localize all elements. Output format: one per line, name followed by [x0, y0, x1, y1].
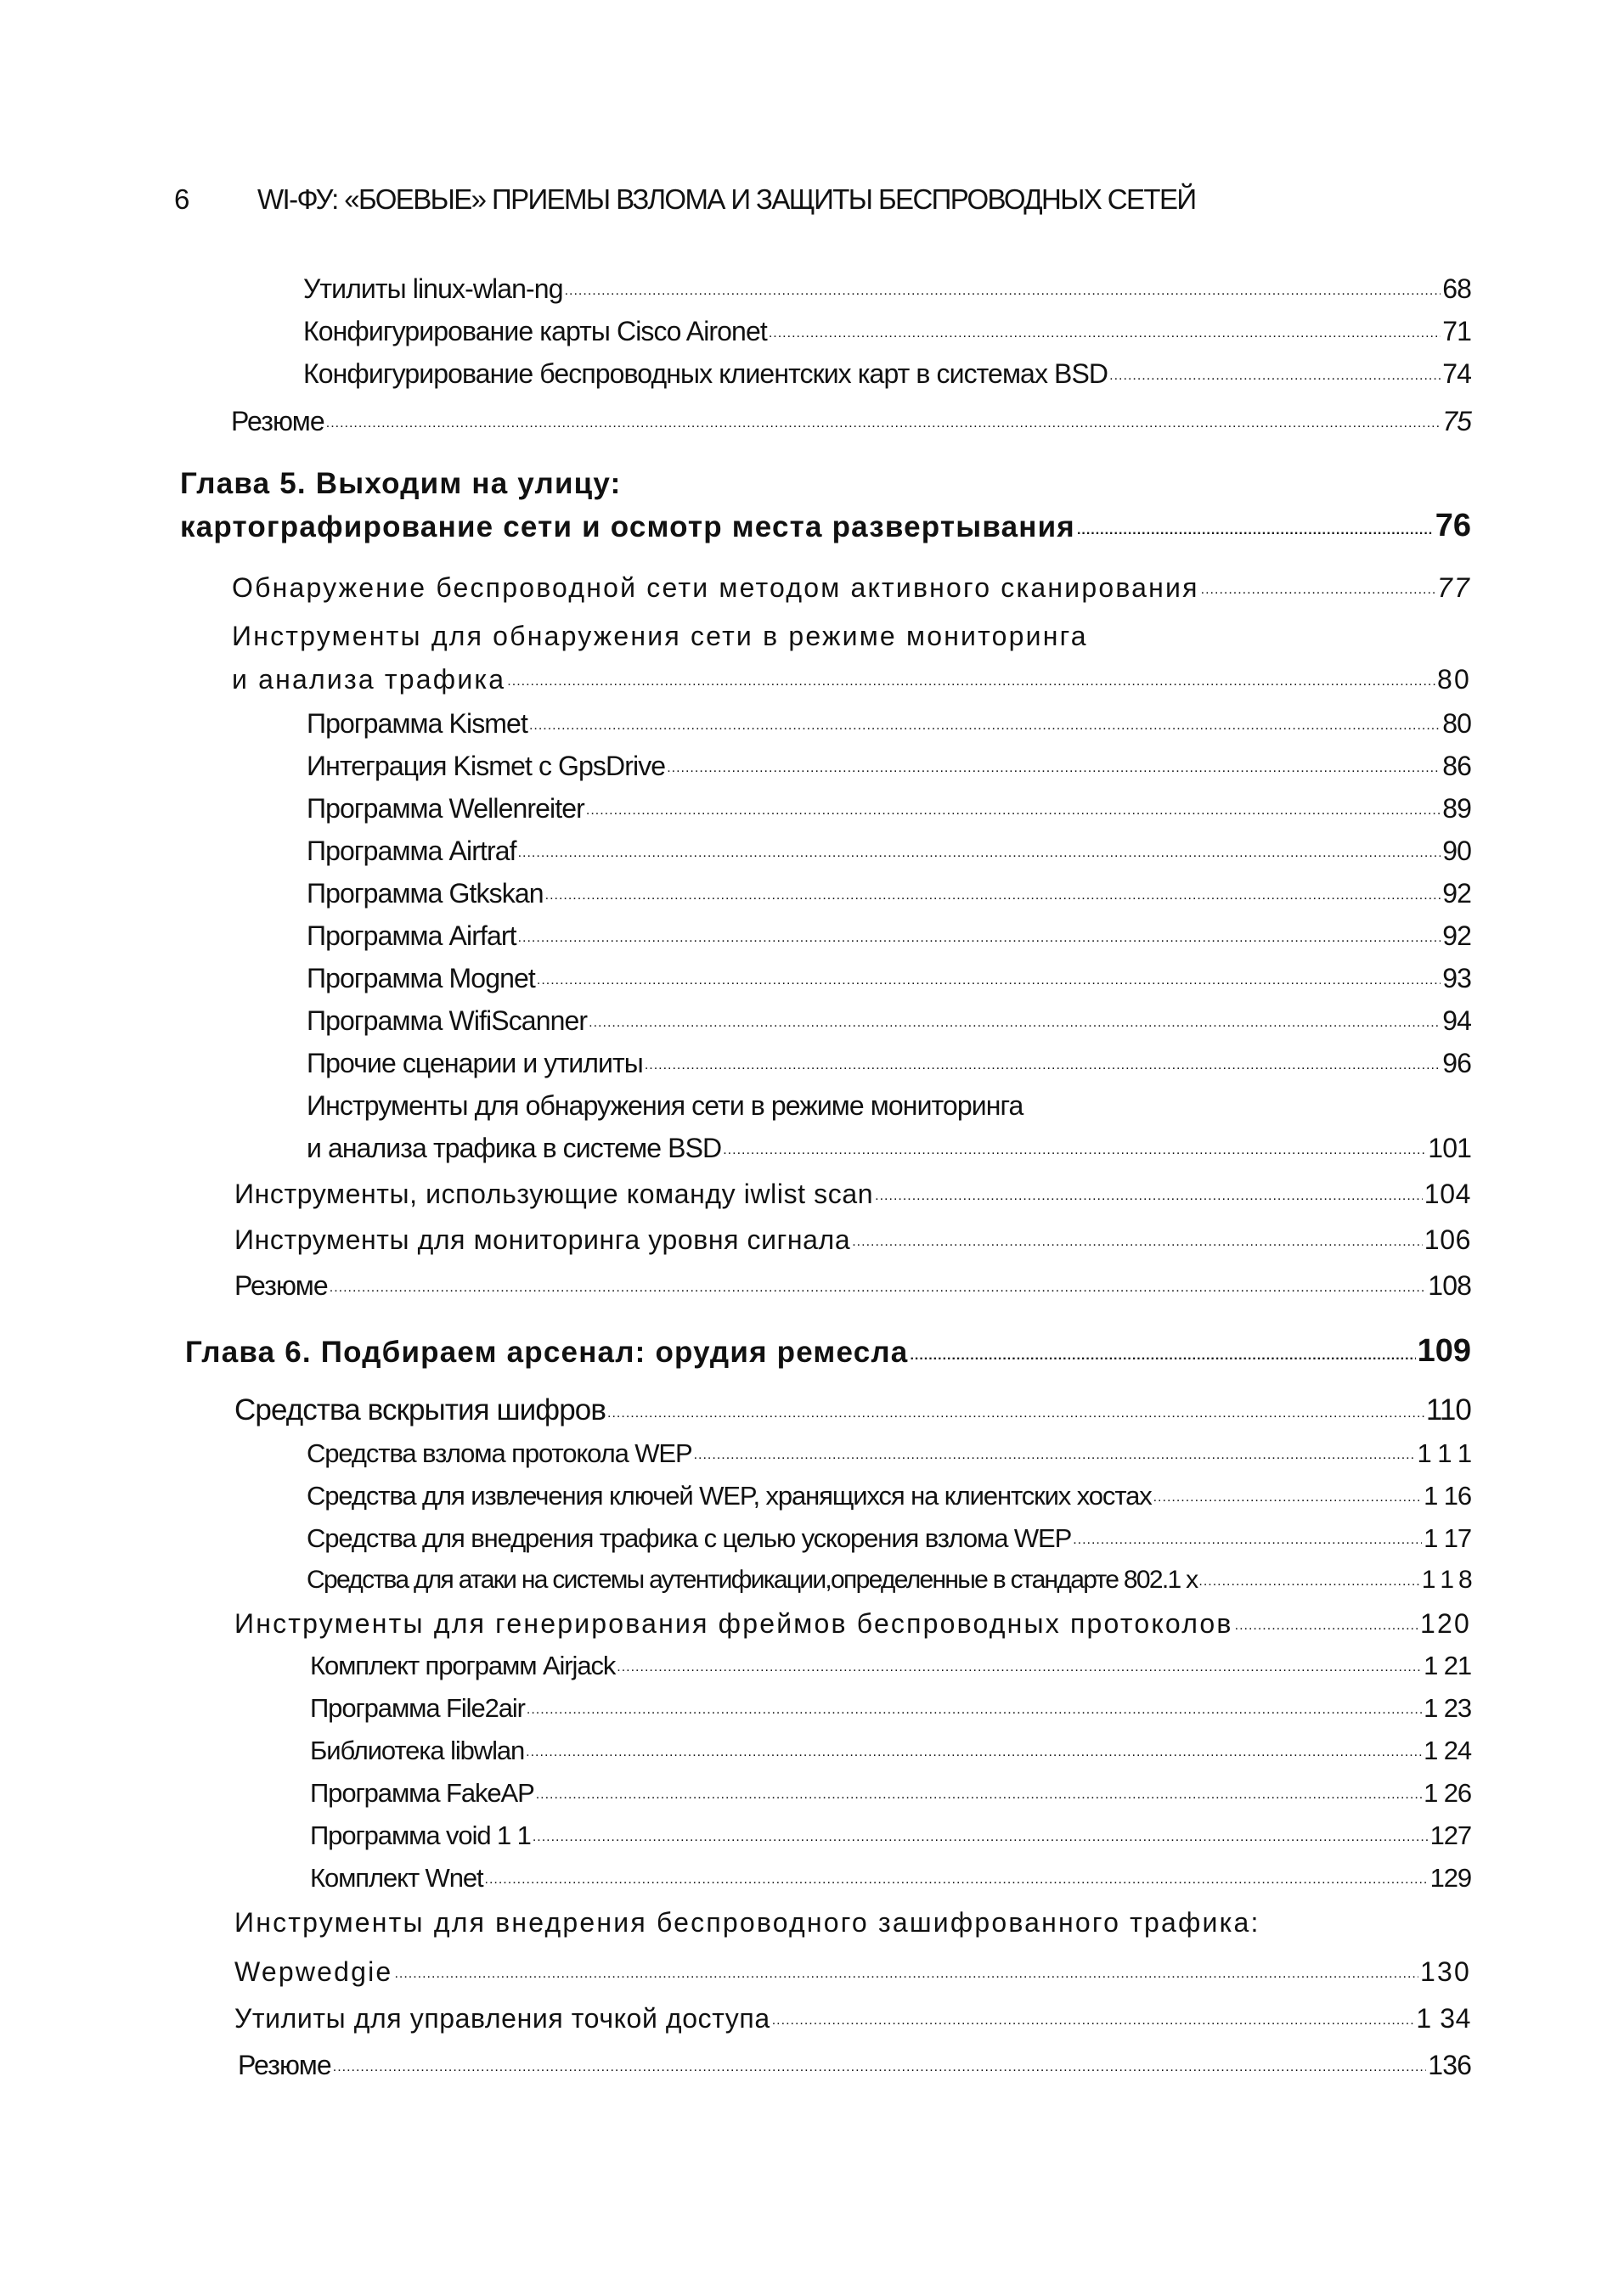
toc-section	[234, 1958, 1471, 1985]
toc-entry-label: Программа FakeAP	[310, 1778, 534, 1808]
toc-entry-page: 1 1 8	[1421, 1566, 1471, 1594]
toc-entry-page: 86	[1442, 751, 1471, 781]
toc-entry	[307, 1134, 1471, 1162]
toc-entry-page: 92	[1442, 878, 1471, 909]
toc-entry-page: 94	[1442, 1005, 1471, 1036]
toc-entry-label: Программа File2air	[310, 1693, 525, 1723]
toc-section	[234, 1610, 1471, 1637]
toc-entry-label: Инструменты для мониторинга уровня сигнала	[234, 1224, 851, 1255]
dot-leader	[533, 1834, 1429, 1844]
dot-leader	[333, 2064, 1427, 2074]
chapter-5-page: 76	[1435, 508, 1471, 543]
dot-leader	[875, 1193, 1423, 1203]
toc-entry-page: 101	[1428, 1133, 1471, 1163]
toc-entry-label: Инструменты для генерирования фреймов беспроводных протоколов	[234, 1608, 1233, 1639]
dot-leader	[529, 723, 1441, 733]
toc-entry	[307, 710, 1471, 737]
toc-entry-page: 127	[1429, 1820, 1471, 1850]
dot-leader	[330, 1285, 1427, 1295]
toc-entry-page: 90	[1442, 836, 1471, 866]
toc-entry-label: Комплект программ Airjack	[310, 1651, 616, 1680]
dot-leader	[772, 2017, 1415, 2028]
toc-entry	[303, 318, 1471, 345]
toc-entry-page: 1 1 1	[1417, 1438, 1471, 1468]
toc-entry-page: 96	[1442, 1048, 1471, 1078]
toc-entry-label-line1: Инструменты для обнаружения сети в режиме мониторинга	[307, 1090, 1023, 1121]
toc-entry	[310, 1780, 1471, 1806]
toc-entry	[307, 922, 1471, 949]
dot-leader	[667, 765, 1441, 775]
chapter-5-title-line1: Глава 5. Выходим на улицу:	[180, 467, 622, 500]
toc-entry-page: 1 34	[1416, 2003, 1471, 2034]
dot-leader	[852, 1239, 1423, 1249]
toc-entry-label: Программа Mognet	[307, 963, 535, 993]
dot-leader	[694, 1452, 1416, 1462]
dot-leader	[1153, 1494, 1422, 1505]
toc-entry-label: Средства для атаки на системы аутентификации,определенные в стандарте 802.1 х	[307, 1566, 1198, 1594]
dot-leader	[394, 1971, 1418, 1981]
toc-entry-summary	[231, 408, 1471, 435]
dot-leader	[518, 935, 1441, 945]
toc-entry-label: Утилиты для управления точкой доступа	[234, 2003, 770, 2034]
toc-section-label-line1: Инструменты для обнаружения сети в режиме мониторинга	[232, 621, 1088, 651]
toc-entry	[310, 1822, 1471, 1849]
toc-entry-label: Конфигурирование беспроводных клиентских карт в системах BSD	[303, 358, 1108, 389]
toc-entry-label: и анализа трафика	[232, 664, 506, 695]
toc-section	[234, 1395, 1471, 1425]
toc-entry-page: 80	[1437, 664, 1471, 695]
toc-entry-page: 1 21	[1424, 1651, 1471, 1680]
chapter-6-page: 109	[1417, 1333, 1471, 1369]
dot-leader	[1073, 1537, 1422, 1547]
toc-entry-summary	[238, 2051, 1471, 2079]
dot-leader	[1109, 373, 1441, 383]
dot-leader	[507, 678, 1435, 689]
toc-entry-summary	[234, 1272, 1471, 1299]
toc-entry-page: 130	[1420, 1956, 1471, 1987]
toc-entry-label: Средства взлома протокола WEP	[307, 1438, 692, 1468]
dot-leader	[1235, 1623, 1418, 1633]
toc-entry-label: и анализа трафика в системе BSD	[307, 1133, 722, 1163]
dot-leader	[527, 1707, 1422, 1717]
toc-section	[232, 666, 1471, 693]
chapter-5-title-line2: картографирование сети и осмотр места развертывания	[180, 510, 1075, 543]
toc-entry-label: Библиотека libwlan	[310, 1736, 525, 1765]
toc-entry-page: 1 23	[1424, 1693, 1471, 1723]
toc-section	[232, 574, 1471, 601]
dot-leader	[518, 850, 1441, 860]
toc-section	[234, 1180, 1471, 1207]
toc-entry-label: Интеграция Kismet с GpsDrive	[307, 751, 666, 781]
toc-entry	[307, 1525, 1471, 1551]
toc-entry-page: 80	[1442, 708, 1471, 739]
toc-entry-label: Обнаружение беспроводной сети методом активного сканирования	[232, 572, 1199, 603]
dot-leader	[526, 1749, 1422, 1759]
toc-entry-label: Инструменты, использующие команду iwlist scan	[234, 1179, 874, 1209]
toc-entry-page: 68	[1442, 273, 1471, 304]
toc-entry	[310, 1865, 1471, 1891]
page-number: 6	[174, 183, 189, 215]
toc-entry-page: 71	[1442, 316, 1471, 346]
toc-entry-label: Конфигурирование карты Cisco Aironet	[303, 316, 767, 346]
toc-entry-label: Программа Wellenreiter	[307, 793, 584, 824]
toc-entry-page: 110	[1425, 1393, 1471, 1427]
toc-entry-page: 74	[1442, 358, 1471, 389]
toc-section	[234, 1226, 1471, 1253]
toc-entry-page: 1 17	[1424, 1523, 1471, 1553]
toc-entry-label: Резюме	[238, 2050, 331, 2080]
running-title: WI-ФУ: «БОЕВЫЕ» ПРИЕМЫ ВЗЛОМА И ЗАЩИТЫ БЕСПРОВОДНЫХ СЕТЕЙ	[257, 183, 1196, 215]
toc-entry-label: Средства для внедрения трафика с целью ускорения взлома WEP	[307, 1523, 1072, 1553]
chapter-6-title: Глава 6. Подбираем арсенал: орудия ремесла	[185, 1336, 909, 1369]
toc-entry-label: Резюме	[231, 406, 324, 436]
dot-leader	[536, 1792, 1422, 1802]
toc-section-label-line1: Инструменты для внедрения беспроводного зашифрованного трафика:	[234, 1907, 1260, 1938]
toc-entry-label: Программа void 1 1	[310, 1820, 531, 1850]
toc-entry-label: Утилиты linux-wlan-ng	[303, 273, 563, 304]
toc-entry-page: 120	[1420, 1608, 1471, 1639]
dot-leader	[607, 1410, 1424, 1421]
toc-entry-page: 92	[1442, 920, 1471, 951]
toc-entry-label: Программа Airtraf	[307, 836, 516, 866]
toc-entry-label: Средства вскрытия шифров	[234, 1393, 606, 1427]
toc-entry-label: Программа WifiScanner	[307, 1005, 588, 1036]
toc-entry	[307, 965, 1471, 992]
toc-entry-label: Программа Airfart	[307, 920, 516, 951]
toc-entry-page: 108	[1428, 1270, 1471, 1301]
dot-leader	[723, 1147, 1426, 1157]
chapter-6-heading	[185, 1335, 1471, 1367]
toc-entry-page: 89	[1442, 793, 1471, 824]
dot-leader	[565, 288, 1441, 298]
toc-entry-page: 106	[1424, 1224, 1471, 1255]
dot-leader	[326, 420, 1441, 430]
toc-entry-label: Средства для извлечения ключей WEP, хранящихся на клиентских хостах	[307, 1481, 1152, 1511]
toc-entry-page: 129	[1429, 1863, 1471, 1893]
toc-entry	[307, 1483, 1471, 1509]
toc-entry-label: Резюме	[234, 1270, 328, 1301]
toc-entry-page: 93	[1442, 963, 1471, 993]
toc-entry	[307, 1567, 1471, 1593]
dot-leader	[589, 1020, 1441, 1030]
dot-leader	[645, 1062, 1441, 1072]
toc-entry	[307, 752, 1471, 779]
dot-leader	[910, 1353, 1415, 1363]
toc-entry-page: 1 24	[1424, 1736, 1471, 1765]
toc-entry-label: Комплект Wnet	[310, 1863, 483, 1893]
toc-entry-label: Wepwedgie	[234, 1956, 393, 1987]
toc-entry-page: 104	[1424, 1179, 1471, 1209]
toc-entry-label: Программа Kismet	[307, 708, 527, 739]
dot-leader	[545, 892, 1441, 903]
dot-leader	[485, 1877, 1429, 1887]
toc-entry	[307, 880, 1471, 907]
toc-entry-page: 1 26	[1424, 1778, 1471, 1808]
toc-entry	[307, 795, 1471, 822]
toc-entry	[303, 275, 1471, 302]
dot-leader	[769, 330, 1441, 340]
chapter-5-heading	[180, 509, 1471, 542]
toc-entry	[307, 1007, 1471, 1034]
toc-entry	[307, 1440, 1471, 1466]
toc-entry	[310, 1737, 1471, 1764]
toc-entry-label: Программа Gtkskan	[307, 878, 544, 909]
toc-entry-label: Прочие сценарии и утилиты	[307, 1048, 643, 1078]
dot-leader	[586, 808, 1441, 818]
dot-leader	[1198, 1578, 1419, 1589]
toc-entry	[307, 1050, 1471, 1077]
toc-section	[234, 2005, 1471, 2032]
running-header	[174, 183, 1471, 226]
toc-entry-page: 77	[1437, 572, 1471, 603]
dot-leader	[1077, 527, 1434, 537]
dot-leader	[617, 1664, 1422, 1674]
dot-leader	[537, 977, 1441, 988]
toc-entry-page: 1 16	[1424, 1481, 1471, 1511]
toc-entry	[307, 837, 1471, 864]
toc-entry-page: 136	[1428, 2050, 1471, 2080]
toc-entry	[310, 1695, 1471, 1721]
toc-entry-page: 75	[1442, 406, 1471, 436]
dot-leader	[1201, 587, 1435, 597]
toc-entry	[310, 1652, 1471, 1679]
toc-entry	[303, 360, 1471, 387]
